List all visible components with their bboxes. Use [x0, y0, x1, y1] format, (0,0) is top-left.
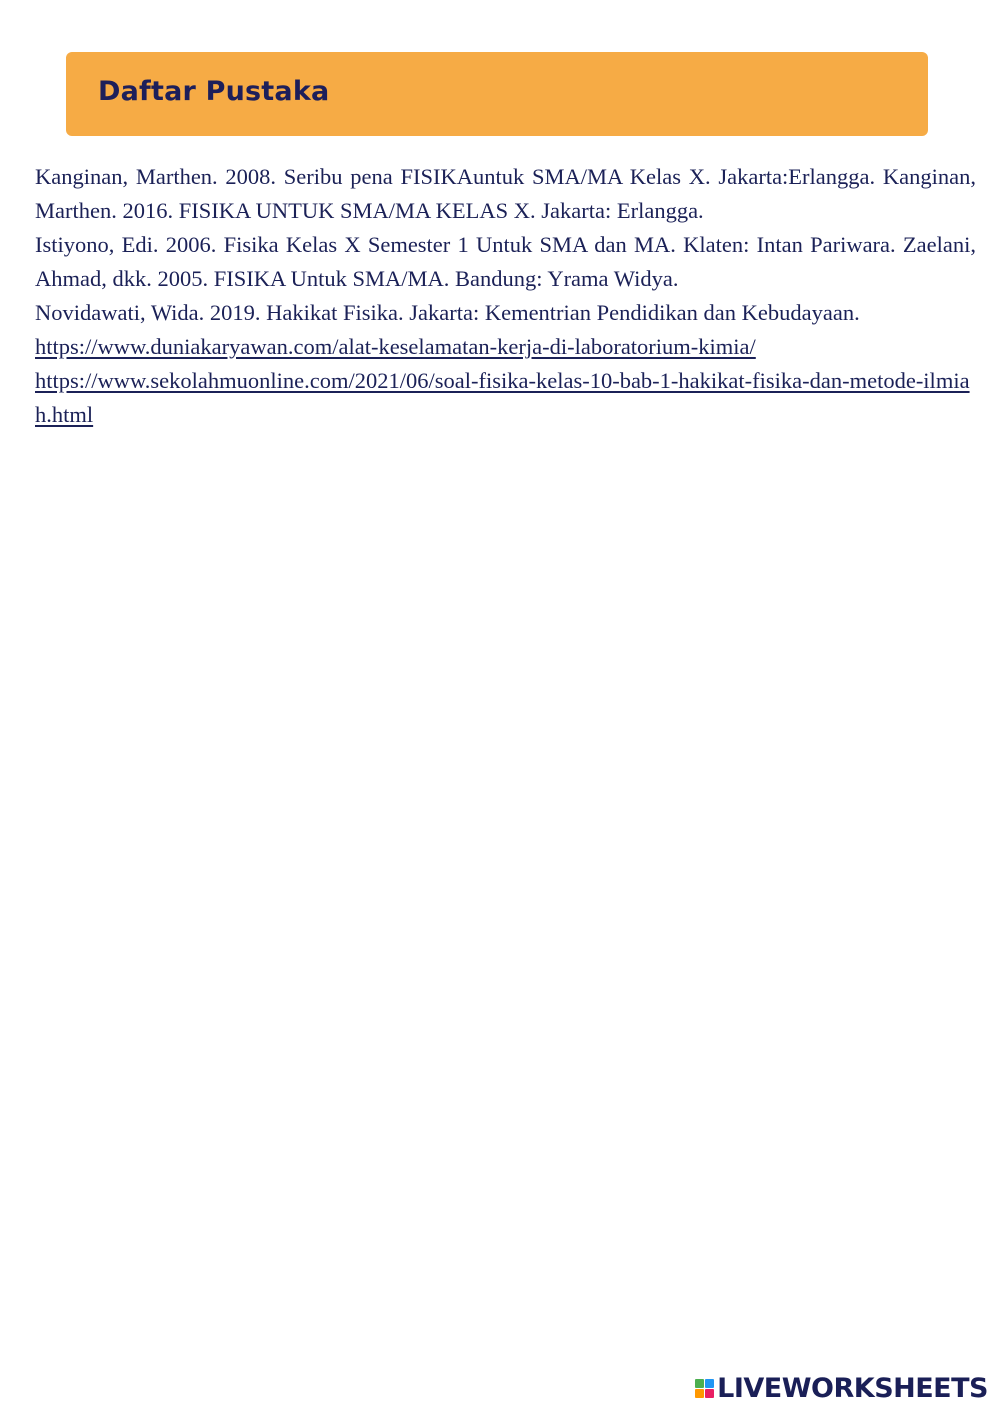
- logo-square: [695, 1379, 704, 1388]
- liveworksheets-logo[interactable]: [695, 1373, 988, 1404]
- reference-list: [35, 160, 976, 432]
- logo-square: [695, 1389, 704, 1398]
- liveworksheets-logo-icon: [695, 1379, 714, 1398]
- reference-entry: Kanginan, Marthen. 2008. Seribu pena FISIKAuntuk SMA/MA Kelas X. Jakarta:Erlangga. Kanginan, Marthen. 2016. FISIKA UNTUK SMA/MA KELAS X. Jakarta: Erlangga.: [35, 164, 976, 223]
- reference-link[interactable]: https://www.sekolahmuonline.com/2021/06/soal-fisika-kelas-10-bab-1-hakikat-fisika-dan-metode-ilmiah.html: [35, 368, 970, 427]
- page-title: Daftar Pustaka: [98, 76, 330, 107]
- reference-entry: Istiyono, Edi. 2006. Fisika Kelas X Semester 1 Untuk SMA dan MA. Klaten: Intan Pariwara. Zaelani, Ahmad, dkk. 2005. FISIKA Untuk SMA/MA. Bandung: Yrama Widya.: [35, 232, 976, 291]
- logo-text: LIVEWORKSHEETS: [717, 1373, 988, 1404]
- logo-square: [705, 1389, 714, 1398]
- logo-square: [705, 1379, 714, 1388]
- section-header-banner: [66, 52, 928, 136]
- reference-link[interactable]: https://www.duniakaryawan.com/alat-keselamatan-kerja-di-laboratorium-kimia/: [35, 334, 756, 359]
- reference-entry: Novidawati, Wida. 2019. Hakikat Fisika. Jakarta: Kementrian Pendidikan dan Kebudayaan.: [35, 300, 860, 325]
